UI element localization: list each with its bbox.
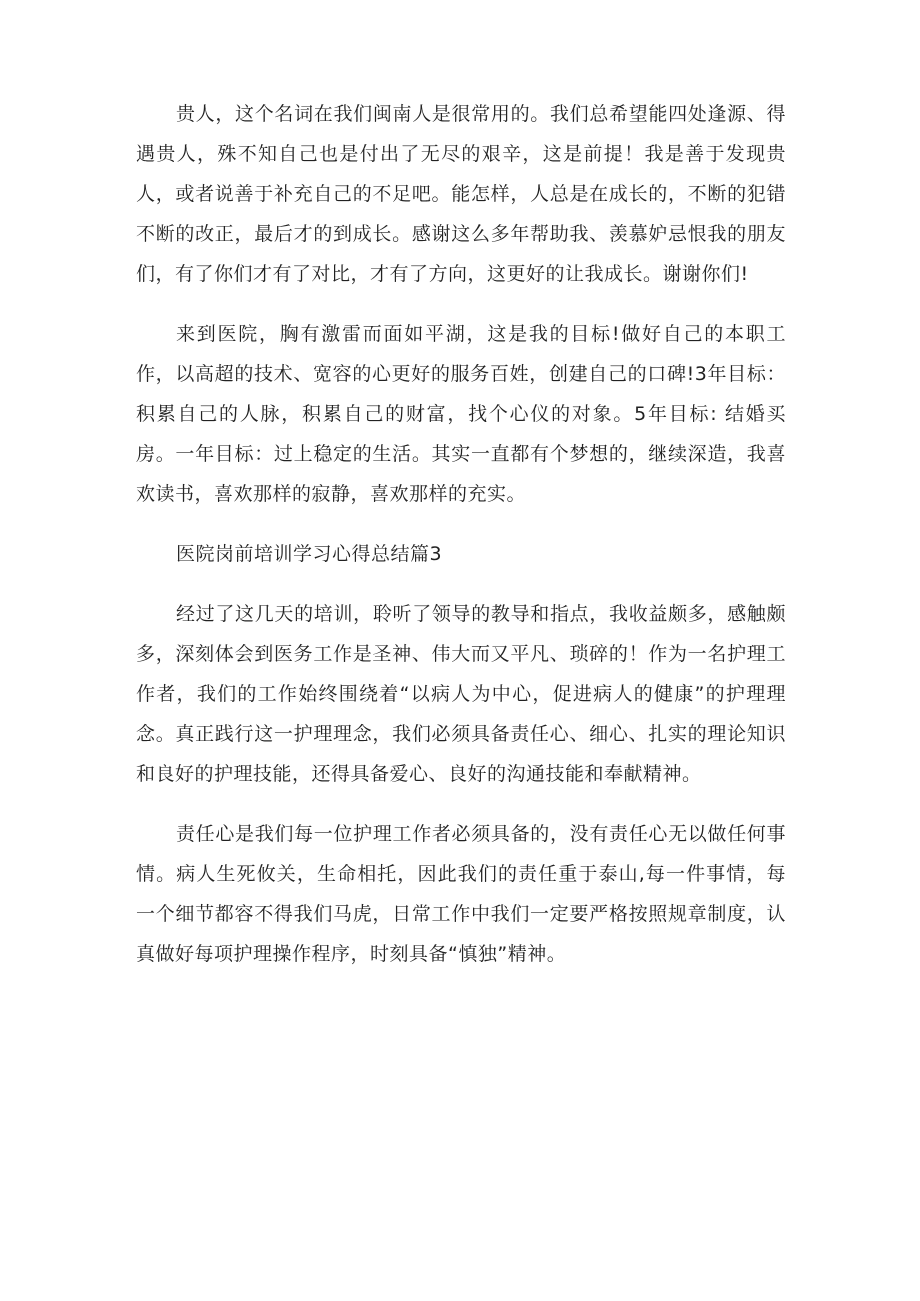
paragraph-responsibility: 责任心是我们每一位护理工作者必须具备的，没有责任心无以做任何事情。病人生死攸关，生命相托，因此我们的责任重于泰山,每一件事情，每一个细节都容不得我们马虎，日常工作中我们一定要严格按照规章制度，认真做好每项护理操作程序，时刻具备“慎独”精神。 bbox=[136, 823, 786, 965]
paragraph-goals: 来到医院，胸有激雷而面如平湖，这是我的目标!做好自己的本职工作，以高超的技术、宽容的心更好的服务百姓，创建自己的口碑!3年目标：积累自己的人脉，积累自己的财富，找个心仪的对象。5年目标: 结婚买房。一年目标：过上稳定的生活。其实一直都有个梦想的，继续深造，我喜欢读书，喜欢那样的寂静，喜欢那样的充实。 bbox=[136, 323, 786, 505]
paragraph-benefactors: 贵人，这个名词在我们闽南人是很常用的。我们总希望能四处逢源、得遇贵人，殊不知自己也是付出了无尽的艰辛，这是前提！我是善于发现贵人，或者说善于补充自己的不足吧。能怎样，人总是在成长的，不断的犯错不断的改正，最后才的到成长。感谢这么多年帮助我、羡慕妒忌恨我的朋友们，有了你们才有了对比，才有了方向，这更好的让我成长。谢谢你们! bbox=[136, 103, 786, 285]
section-heading: 医院岗前培训学习心得总结篇3 bbox=[176, 543, 443, 565]
document-body bbox=[136, 94, 786, 994]
paragraph-training: 经过了这几天的培训，聆听了领导的教导和指点，我收益颇多，感触颇多，深刻体会到医务工作是圣神、伟大而又平凡、琐碎的！作为一名护理工作者，我们的工作始终围绕着“以病人为中心，促进病人的健康”的护理理念。真正践行这一护理理念，我们必须具备责任心、细心、扎实的理论知识和良好的护理技能，还得具备爱心、良好的沟通技能和奉献精神。 bbox=[136, 603, 786, 785]
